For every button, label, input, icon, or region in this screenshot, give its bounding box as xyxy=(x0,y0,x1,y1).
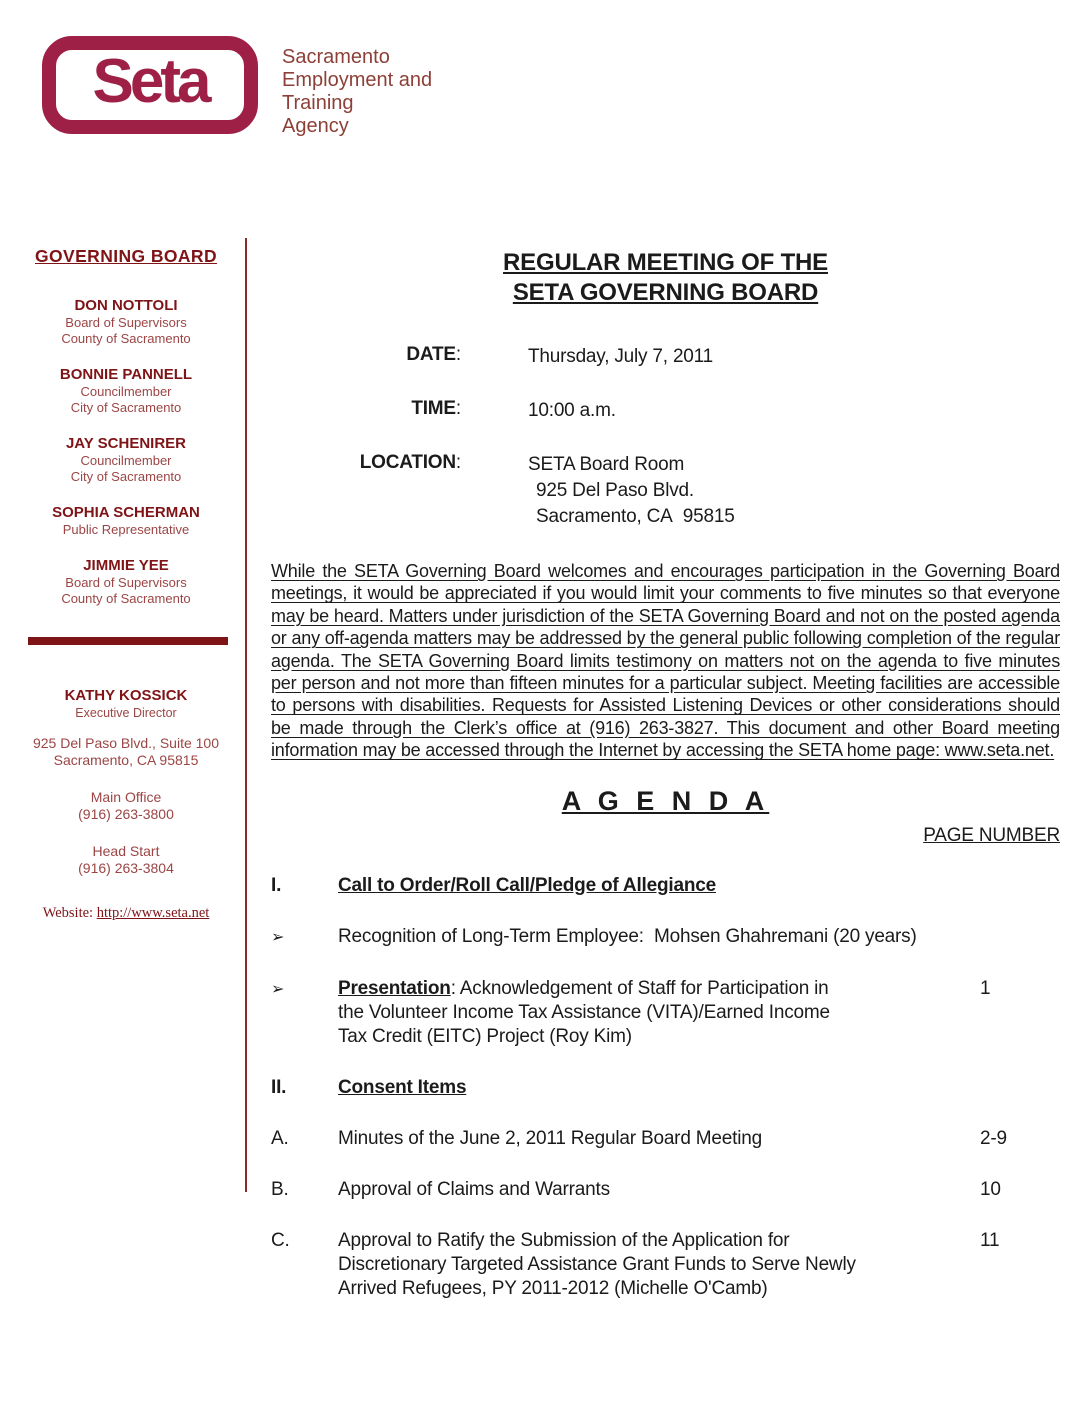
item-text: Minutes of the June 2, 2011 Regular Board Meeting xyxy=(338,1127,762,1149)
meeting-meta xyxy=(271,344,1060,530)
item-letter: B. xyxy=(271,1178,289,1200)
contact-label: Main Office xyxy=(90,789,162,805)
item-page-number: 2-9 xyxy=(980,1127,1007,1149)
section-title: Consent Items xyxy=(338,1076,467,1098)
board-member-name: JAY SCHENIRER xyxy=(65,435,187,452)
agenda-section-call-to-order xyxy=(271,874,1060,898)
governing-board-sidebar xyxy=(22,246,230,922)
meeting-title xyxy=(271,248,1060,308)
board-member-title: Board of Supervisors xyxy=(65,575,187,590)
executive-director xyxy=(22,687,230,721)
presentation-line: Tax Credit (EITC) Project (Roy Kim) xyxy=(338,1025,632,1047)
board-member-name: JIMMIE YEE xyxy=(83,557,169,574)
meeting-title-line1: REGULAR MEETING OF THE xyxy=(503,249,828,276)
sidebar-vertical-rule xyxy=(245,238,247,1192)
item-text: Approval of Claims and Warrants xyxy=(338,1178,610,1200)
agenda-heading: A G E N D A xyxy=(561,785,770,816)
agency-address xyxy=(22,735,230,768)
consent-item-c xyxy=(271,1229,1060,1301)
item-letter: A. xyxy=(271,1127,289,1149)
board-member-title: Councilmember xyxy=(80,453,172,468)
item-text xyxy=(338,1229,978,1301)
contact-phone: (916) 263-3804 xyxy=(78,859,174,876)
item-page-number: 10 xyxy=(980,1178,1001,1200)
section-page-number xyxy=(978,874,1060,898)
bullet-text xyxy=(338,977,978,1049)
arrow-bullet-icon: ➢ xyxy=(271,980,285,998)
item-page-number: 1 xyxy=(980,977,991,999)
time-label: TIME xyxy=(411,398,456,419)
location-value-line: Sacramento, CA 95815 xyxy=(536,506,735,527)
contact-label: Head Start xyxy=(92,843,160,859)
presentation-lead: Presentation xyxy=(338,977,451,999)
meta-row-time: TIME: 10:00 a.m. xyxy=(271,398,1060,424)
presentation-rest: : Acknowledgement of Staff for Participation in xyxy=(450,977,829,999)
main-office-contact xyxy=(22,789,230,822)
governing-board-heading: GOVERNING BOARD xyxy=(35,246,217,266)
location-value-line: 925 Del Paso Blvd. xyxy=(536,480,694,501)
website-label: Website: xyxy=(42,905,97,921)
head-start-contact xyxy=(22,843,230,876)
board-member-name: SOPHIA SCHERMAN xyxy=(52,504,200,521)
executive-director-title: Executive Director xyxy=(75,706,177,720)
board-member-title: Councilmember xyxy=(80,384,172,399)
board-member-title: County of Sacramento xyxy=(61,331,191,346)
main-content xyxy=(271,248,1060,1301)
meta-row-location: LOCATION: SETA Board Room 925 Del Paso Blvd. Sacramento, CA 95815 xyxy=(271,452,1060,530)
board-member xyxy=(22,557,230,607)
board-member-title: City of Sacramento xyxy=(70,469,182,484)
section-numeral: II. xyxy=(271,1076,287,1098)
wordmark-line: Employment and xyxy=(282,69,433,91)
board-member-name: BONNIE PANNELL xyxy=(59,366,193,383)
item-line: Approval to Ratify the Submission of the Application for xyxy=(338,1229,790,1251)
public-participation-notice: While the SETA Governing Board welcomes and encourages participation in the Governing Board meetings, it would be appreciated if you would limit your comments to five minutes so that everyone may be heard. Matters under jurisdiction of the SETA Governing Board and not on the posted agenda or any off-agenda matters may be addressed by the general public following completion of the regular agenda. The SETA Governing Board limits testimony on matters not on the agenda to five minutes per person and not more than fifteen minutes for a particular subject. Meeting facilities are accessible to persons with disabilities. Requests for Assisted Listening Devices or other considerations should be made through the Clerk’s office at (916) 263-3827. This document and other Board meeting information may be accessed through the Internet by accessing the SETA home page: www.seta.net. xyxy=(271,561,1060,761)
presentation-line: the Volunteer Income Tax Assistance (VITA)/Earned Income xyxy=(338,1001,830,1023)
section-title: Call to Order/Roll Call/Pledge of Allegiance xyxy=(338,874,716,896)
item-letter: C. xyxy=(271,1229,290,1251)
seta-logo xyxy=(42,36,432,138)
executive-director-name: KATHY KOSSICK xyxy=(64,687,188,704)
board-member xyxy=(22,504,230,538)
bullet-text: Recognition of Long-Term Employee: Mohsen Ghahremani (20 years) xyxy=(338,925,917,947)
board-member-title: County of Sacramento xyxy=(61,591,191,606)
item-line: Discretionary Targeted Assistance Grant Funds to Serve Newly xyxy=(338,1253,856,1275)
address-line: Sacramento, CA 95815 xyxy=(53,751,199,768)
item-line: Arrived Refugees, PY 2011-2012 (Michelle O'Camb) xyxy=(338,1277,768,1299)
consent-item-b xyxy=(271,1178,1060,1202)
board-member-title: Board of Supervisors xyxy=(65,315,187,330)
contact-phone: (916) 263-3800 xyxy=(78,805,174,822)
consent-item-a xyxy=(271,1127,1060,1151)
seta-logo-wordmark xyxy=(282,36,432,138)
wordmark-line: Training xyxy=(282,92,354,114)
item-page-number: 11 xyxy=(980,1229,1000,1251)
meeting-title-line2: SETA GOVERNING BOARD xyxy=(512,279,819,306)
wordmark-line: Sacramento xyxy=(282,46,390,68)
board-member-title: City of Sacramento xyxy=(70,400,182,415)
agenda-bullet-presentation xyxy=(271,977,1060,1049)
date-value: Thursday, July 7, 2011 xyxy=(528,346,713,367)
time-value: 10:00 a.m. xyxy=(528,400,616,421)
seta-logo-box xyxy=(42,36,258,134)
location-label: LOCATION xyxy=(359,452,456,473)
board-member-name: DON NOTTOLI xyxy=(74,297,178,314)
agenda-section-consent-items xyxy=(271,1076,1060,1100)
page-number-column-label: PAGE NUMBER xyxy=(923,824,1060,846)
website-link[interactable]: http://www.seta.net xyxy=(96,905,210,921)
meta-row-date: DATE: Thursday, July 7, 2011 xyxy=(271,344,1060,370)
board-member xyxy=(22,435,230,485)
board-member-title: Public Representative xyxy=(62,522,190,537)
wordmark-line: Agency xyxy=(282,115,349,137)
board-member xyxy=(22,297,230,347)
agenda-bullet-recognition xyxy=(271,925,1060,950)
sidebar-divider xyxy=(28,637,228,645)
section-numeral: I. xyxy=(271,874,282,896)
date-label: DATE xyxy=(406,344,456,365)
board-member xyxy=(22,366,230,416)
seta-logo-mark: Seta xyxy=(92,47,208,116)
arrow-bullet-icon: ➢ xyxy=(271,928,285,946)
location-value-line: SETA Board Room xyxy=(528,454,685,475)
address-line: 925 Del Paso Blvd., Suite 100 xyxy=(32,735,219,751)
website-row xyxy=(22,905,230,922)
